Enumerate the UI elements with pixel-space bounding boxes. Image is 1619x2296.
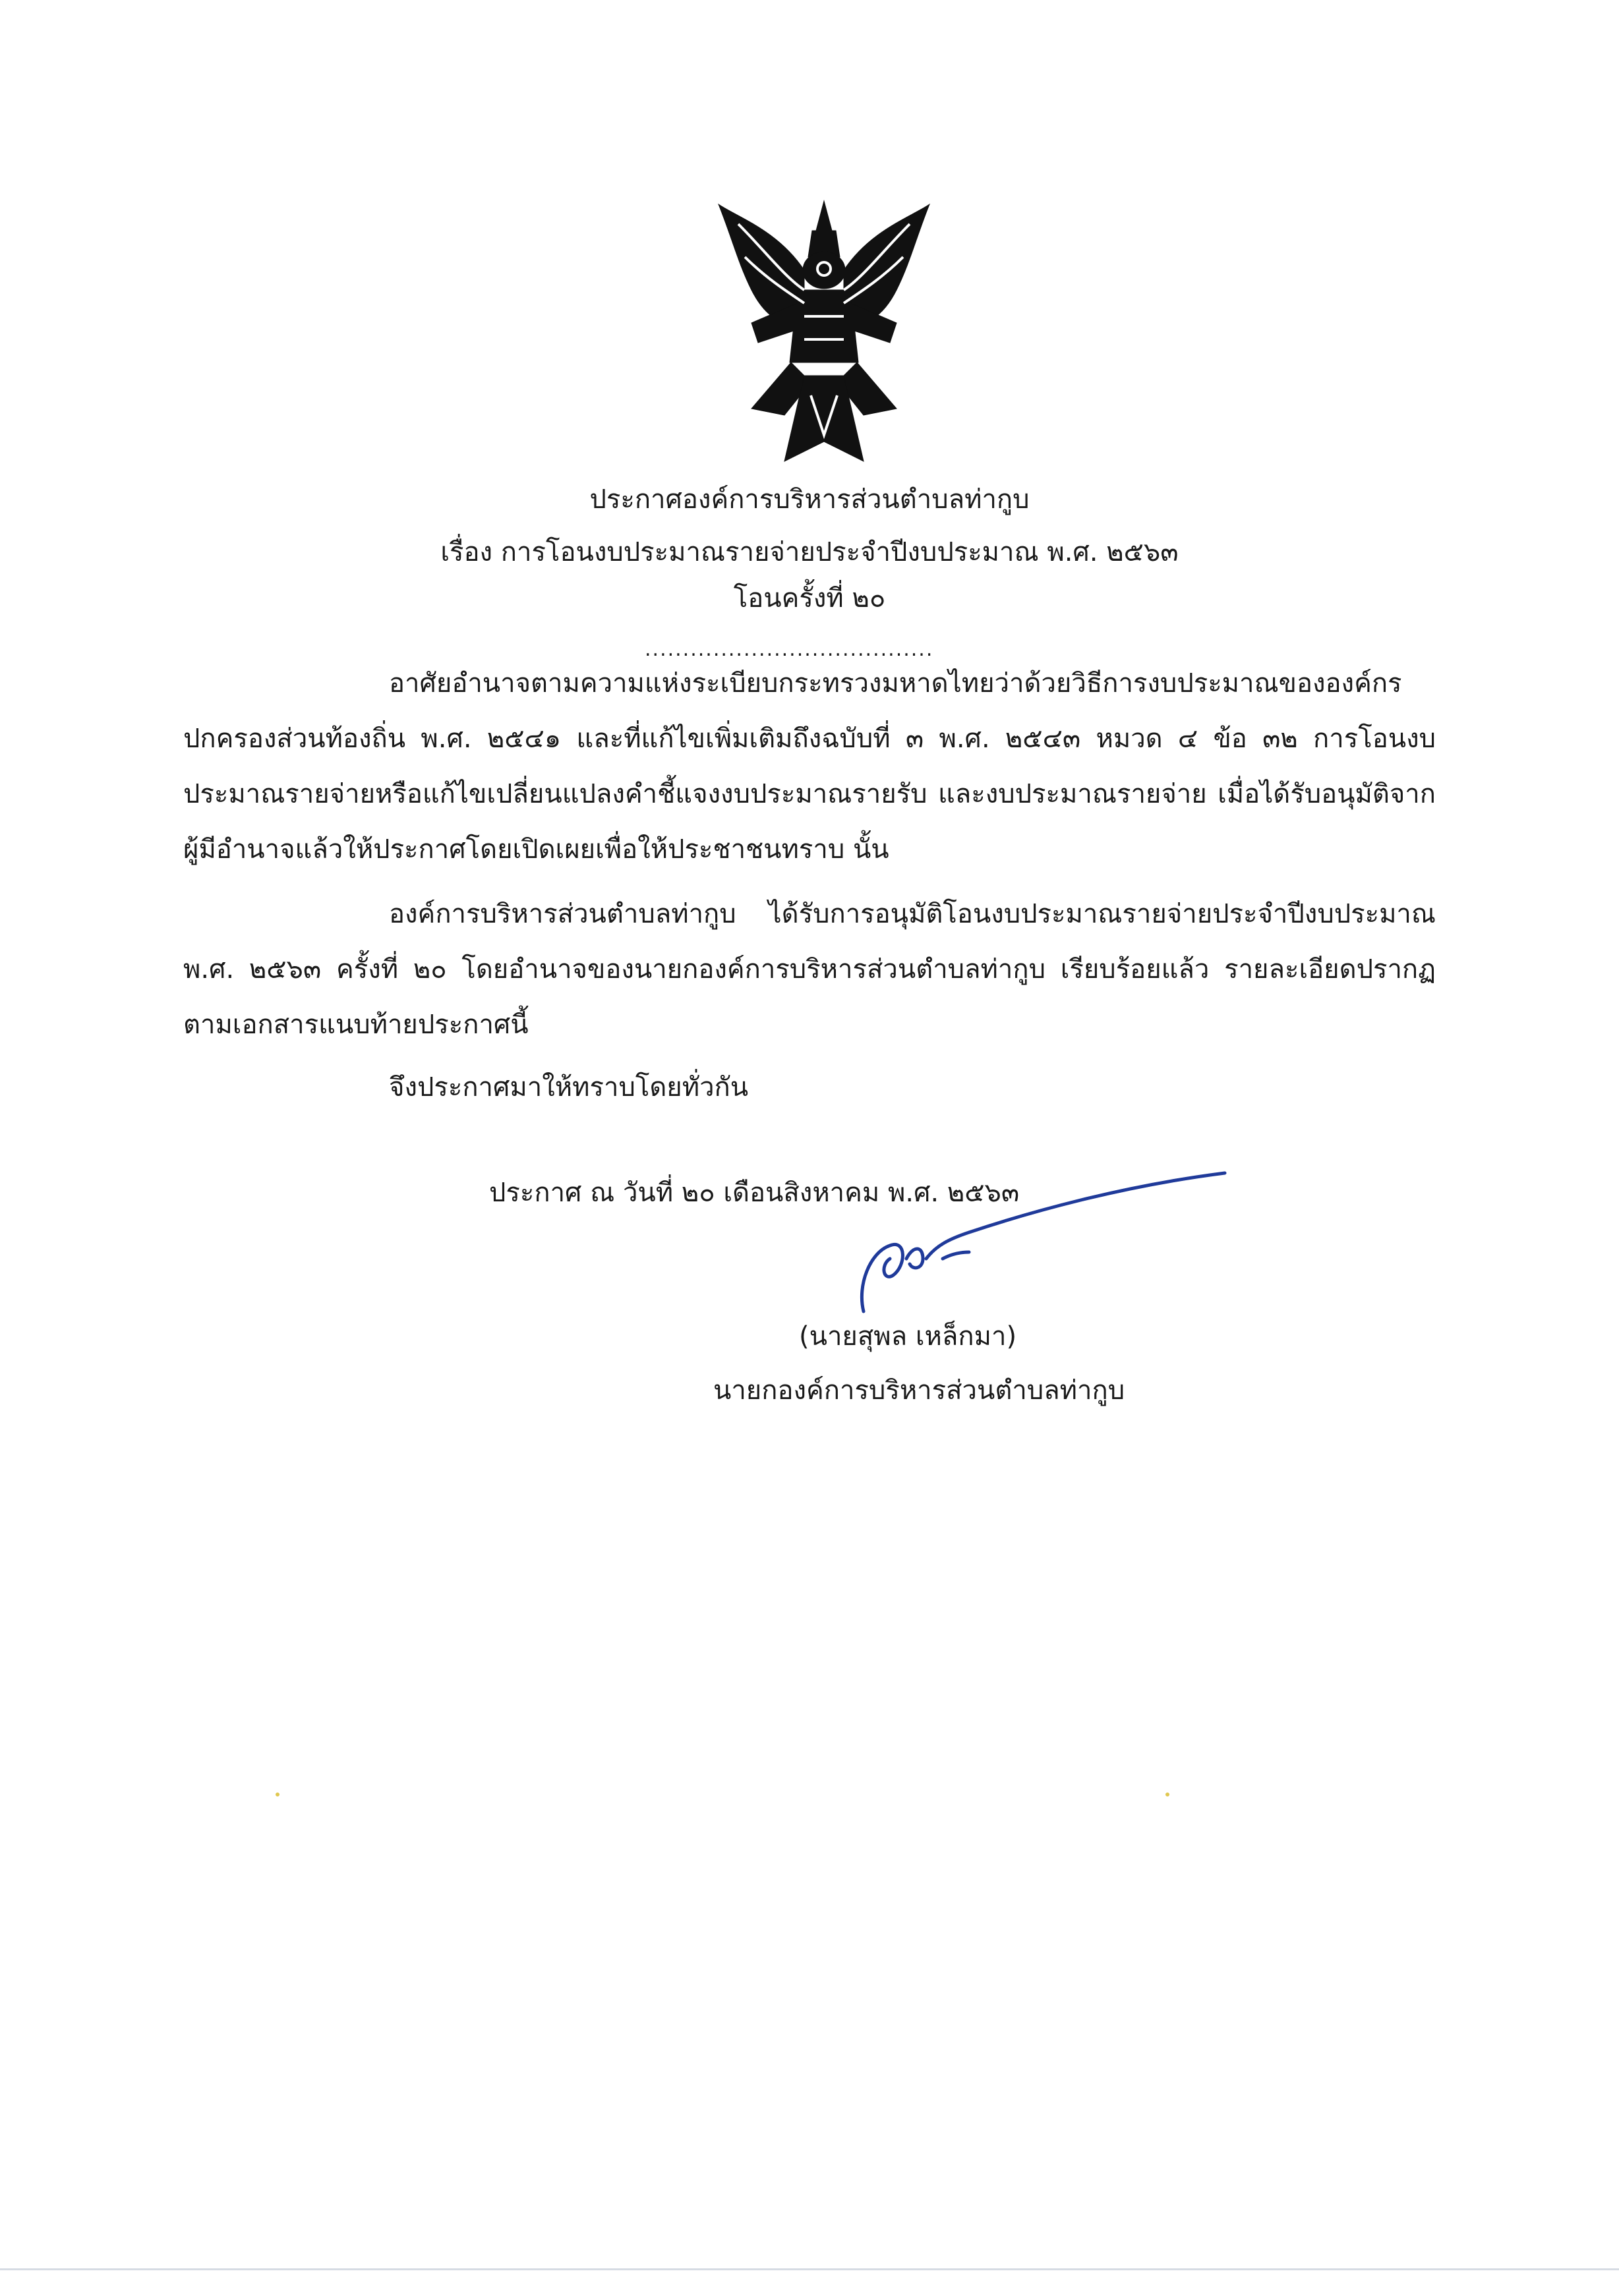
closing-statement: จึงประกาศมาให้ทราบโดยทั่วกัน	[389, 1072, 749, 1103]
scan-speck	[276, 1793, 280, 1796]
transfer-number: โอนครั้งที่ ๒๐	[733, 583, 886, 614]
announcement-date: ประกาศ ณ วันที่ ๒๐ เดือนสิงหาคม พ.ศ. ๒๕๖๓	[489, 1178, 1020, 1208]
garuda-emblem-icon	[712, 191, 936, 468]
separator-dots: ......................................	[645, 638, 934, 661]
paragraph-approval: องค์การบริหารส่วนตำบลท่ากูบ ได้รับการอนุมัติโอนงบประมาณรายจ่ายประจำปีงบประมาณ พ.ศ. ๒๕๖๓ ครั้งที่ ๒๐ โดยอำนาจของนายกองค์การบริหารส่วนตำบลท่ากูบ เรียบร้อยแล้ว รายละเอียดปรากฏตามเอกสารแนบท้ายประกาศนี้	[183, 899, 1436, 1040]
scan-edge	[0, 2268, 1619, 2270]
paragraph-authority: อาศัยอำนาจตามความแห่งระเบียบกระทรวงมหาดไทยว่าด้วยวิธีการงบประมาณขององค์กรปกครองส่วนท้องถิ่น พ.ศ. ๒๕๔๑ และที่แก้ไขเพิ่มเติมถึงฉบับที่ ๓ พ.ศ. ๒๕๔๓ หมวด ๔ ข้อ ๓๒ การโอนงบประมาณรายจ่ายหรือแก้ไขเปลี่ยนแปลงคำชี้แจงงบประมาณรายรับ และงบประมาณรายจ่าย เมื่อได้รับอนุมัติจากผู้มีอำนาจแล้วให้ประกาศโดยเปิดเผยเพื่อให้ประชาชนทราบ นั้น	[183, 668, 1436, 865]
handwritten-signature	[844, 1160, 1252, 1318]
announcement-subject: เรื่อง การโอนงบประมาณรายจ่ายประจำปีงบประมาณ พ.ศ. ๒๕๖๓	[440, 537, 1179, 567]
scan-speck	[1165, 1793, 1169, 1796]
signatory-name: (นายสุพล เหล็กมา)	[799, 1321, 1017, 1352]
announcement-org: ประกาศองค์การบริหารส่วนตำบลท่ากูบ	[589, 484, 1030, 515]
signatory-title: นายกองค์การบริหารส่วนตำบลท่ากูบ	[713, 1375, 1125, 1406]
